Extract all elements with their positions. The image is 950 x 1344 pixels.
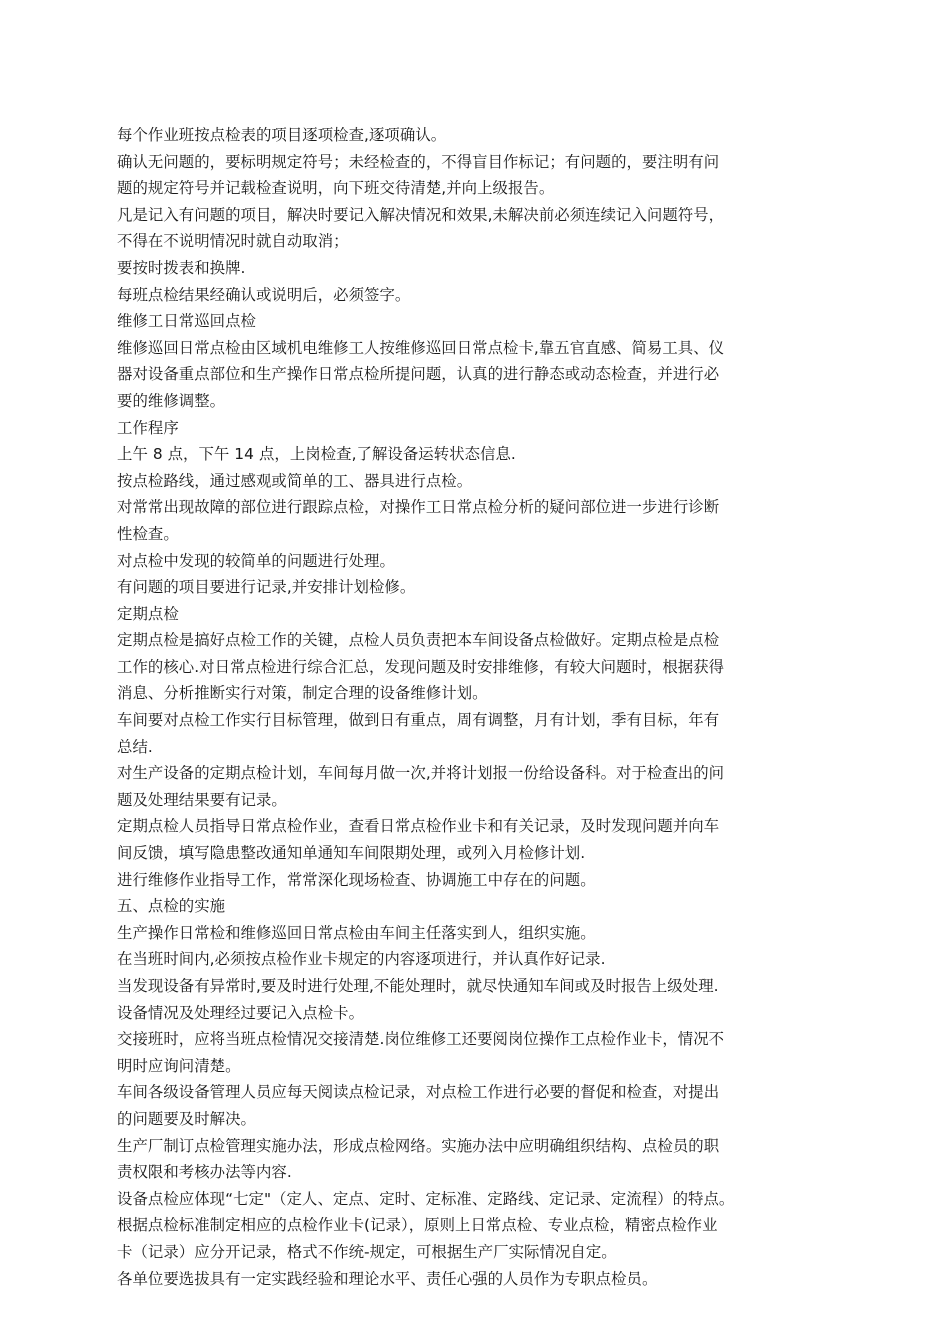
paragraph: 车间各级设备管理人员应每天阅读点检记录，对点检工作进行必要的督促和检查，对提出 的问题要及时解决。 bbox=[117, 1083, 720, 1128]
paragraph: 定期点检是搞好点检工作的关键，点检人员负责把本车间设备点检做好。定期点检是点检 工作的核心.对日常点检进行综合汇总，发现问题及时安排维修，有较大问题时，根据获得 消息、分析推断实行对策，制定合理的设备维修计划。 bbox=[117, 631, 725, 703]
document-body bbox=[117, 122, 825, 1292]
paragraph: 确认无问题的，要标明规定符号；未经检查的，不得盲目作标记；有问题的，要注明有问 题的规定符号并记载检查说明，向下班交待清楚,并向上级报告。 bbox=[117, 152, 720, 198]
paragraph: 生产厂制订点检管理实施办法，形成点检网络。实施办法中应明确组织结构、点检员的职 责权限和考核办法等内容. bbox=[117, 1136, 720, 1182]
paragraph: 根据点检标准制定相应的点检作业卡(记录），原则上日常点检、专业点检，精密点检作业 卡（记录）应分开记录，格式不作统-规定，可根据生产厂实际情况自定。 bbox=[117, 1216, 718, 1261]
paragraph: 车间要对点检工作实行目标管理，做到日有重点，周有调整，月有计划，季有目标，年有 总结. bbox=[117, 711, 720, 756]
paragraph: 进行维修作业指导工作，常常深化现场检查、协调施工中存在的问题。 bbox=[117, 870, 596, 889]
section-heading: 工作程序 bbox=[117, 418, 179, 437]
paragraph: 定期点检人员指导日常点检作业，查看日常点检作业卡和有关记录，及时发现问题并向车 间反馈，填写隐患整改通知单通知车间限期处理，或列入月检修计划. bbox=[117, 817, 720, 863]
paragraph: 上午 8 点，下午 14 点，上岗检查,了解设备运转状态信息. bbox=[117, 445, 516, 464]
paragraph: 生产操作日常检和维修巡回日常点检由车间主任落实到人，组织实施。 bbox=[117, 923, 596, 942]
paragraph: 交接班时，应将当班点检情况交接清楚.岗位维修工还要阅岗位操作工点检作业卡，情况不 明时应询问清楚。 bbox=[117, 1030, 725, 1075]
paragraph: 对常常出现故障的部位进行跟踪点检，对操作工日常点检分析的疑问部位进一步进行诊断 性检查。 bbox=[117, 498, 720, 543]
paragraph: 对生产设备的定期点检计划，车间每月做一次,并将计划报一份给设备科。对于检查出的问 题及处理结果要有记录。 bbox=[117, 764, 725, 809]
paragraph: 每个作业班按点检表的项目逐项检查,逐项确认。 bbox=[117, 126, 447, 144]
paragraph: 要按时拨表和换牌. bbox=[117, 258, 246, 277]
section-heading: 维修工日常巡回点检 bbox=[117, 312, 256, 331]
paragraph: 设备点检应体现“七定"（定人、定点、定时、定标准、定路线、定记录、定流程）的特点。 bbox=[117, 1189, 735, 1208]
paragraph: 对点检中发现的较简单的问题进行处理。 bbox=[117, 551, 395, 570]
paragraph: 每班点检结果经确认或说明后，必须签字。 bbox=[117, 285, 411, 304]
paragraph: 凡是记入有问题的项目，解决时要记入解决情况和效果,未解决前必须连续记入问题符号， 不得在不说明情况时就自动取消； bbox=[117, 205, 725, 251]
section-heading: 定期点检 bbox=[117, 604, 179, 623]
paragraph: 各单位要选拔具有一定实践经验和理论水平、责任心强的人员作为专职点检员。 bbox=[117, 1269, 658, 1288]
paragraph: 维修巡回日常点检由区域机电维修工人按维修巡回日常点检卡,靠五官直感、简易工具、仪 器对设备重点部位和生产操作日常点检所提问题，认真的进行静态或动态检查，并进行必 要的维修调整。 bbox=[117, 338, 725, 410]
paragraph: 按点检路线，通过感观或简单的工、器具进行点检。 bbox=[117, 471, 473, 490]
paragraph: 有问题的项目要进行记录,并安排计划检修。 bbox=[117, 578, 416, 597]
paragraph: 在当班时间内,必须按点检作业卡规定的内容逐项进行，并认真作好记录. bbox=[117, 950, 606, 969]
section-heading: 五、点检的实施 bbox=[117, 897, 226, 916]
paragraph: 当发现设备有异常时,要及时进行处理,不能处理时，就尽快通知车间或及时报告上级处理. 设备情况及处理经过要记入点检卡。 bbox=[117, 977, 719, 1022]
